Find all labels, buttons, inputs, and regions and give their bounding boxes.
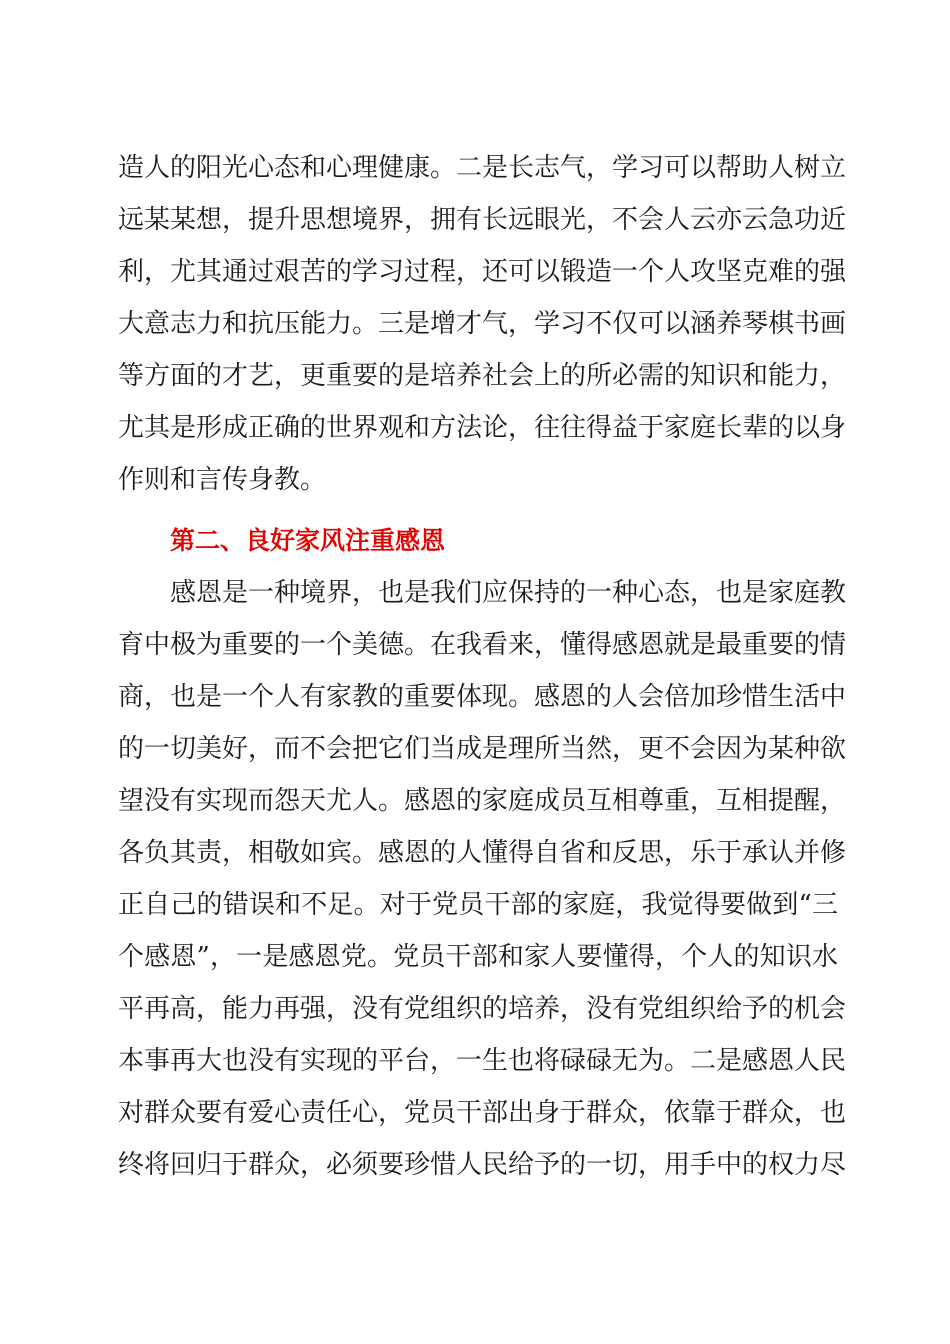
paragraph-line: 大意志力和抗压能力。三是增才气，学习不仅可以涵养琴棋书画 [118,309,847,339]
paragraph-line: 感恩是一种境界，也是我们应保持的一种心态，也是家庭教 [170,578,847,608]
paragraph-line: 各负其责，相敬如宾。感恩的人懂得自省和反思，乐于承认并修 [118,838,847,868]
paragraph-line: 的一切美好，而不会把它们当成是理所当然，更不会因为某种欲 [118,734,847,764]
paragraph-line: 正自己的错误和不足。对于党员干部的家庭，我觉得要做到“三 [118,890,838,920]
paragraph-line: 终将回归于群众，必须要珍惜人民给予的一切，用手中的权力尽 [118,1150,847,1180]
paragraph-line: 利，尤其通过艰苦的学习过程，还可以锻造一个人攻坚克难的强 [118,257,847,287]
paragraph-line: 远某某想，提升思想境界，拥有长远眼光，不会人云亦云急功近 [118,205,847,235]
paragraph-line: 商，也是一个人有家教的重要体现。感恩的人会倍加珍惜生活中 [118,682,847,712]
paragraph-line: 个感恩”，一是感恩党。党员干部和家人要懂得，个人的知识水 [118,942,838,972]
paragraph-line: 平再高，能力再强，没有党组织的培养，没有党组织给予的机会 [118,994,847,1024]
paragraph-line: 育中极为重要的一个美德。在我看来，懂得感恩就是最重要的情 [118,630,847,660]
paragraph-line: 等方面的才艺，更重要的是培养社会上的所必需的知识和能力， [118,361,847,391]
paragraph-line: 造人的阳光心态和心理健康。二是长志气，学习可以帮助人树立 [118,153,847,183]
paragraph-line: 望没有实现而怨天尤人。感恩的家庭成员互相尊重，互相提醒， [118,786,847,816]
paragraph-line: 尤其是形成正确的世界观和方法论，往往得益于家庭长辈的以身 [118,413,847,443]
paragraph-line: 对群众要有爱心责任心，党员干部出身于群众，依靠于群众，也 [118,1098,847,1128]
paragraph-line: 本事再大也没有实现的平台，一生也将碌碌无为。二是感恩人民 [118,1046,847,1076]
paragraph-line: 作则和言传身教。 [118,465,327,495]
section-heading: 第二、良好家风注重感恩 [170,526,446,555]
